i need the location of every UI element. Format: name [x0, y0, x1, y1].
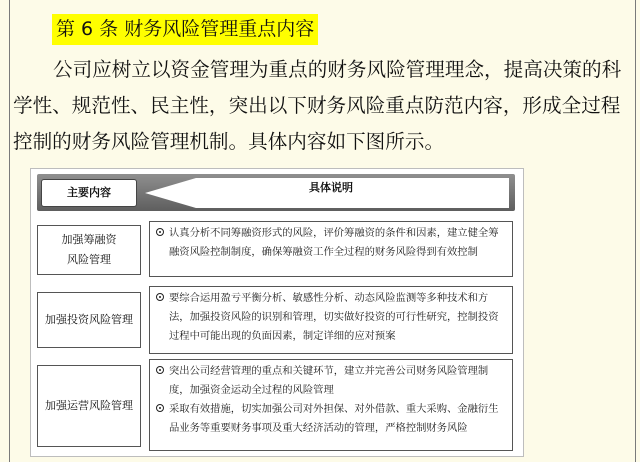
item-text: 采取有效措施，切实加强公司对外担保、对外借款、重大采购、金融衍生品业务等重要财务事项及重大经济活动的管理，严格控制财务风险	[169, 403, 499, 434]
list-item	[156, 224, 506, 262]
article-heading: 第 6 条 财务风险管理重点内容	[52, 14, 318, 45]
list-item	[156, 400, 506, 438]
list-item	[156, 289, 506, 346]
row-label-line: 风险管理	[67, 253, 111, 266]
page-border-left	[9, 0, 10, 462]
page-border-right	[635, 0, 636, 462]
content-diagram	[30, 168, 524, 457]
description-title: 具体说明	[309, 181, 353, 194]
bullet-icon	[156, 293, 164, 301]
paragraph-text: 公司应树立以资金管理为重点的财务风险管理理念，提高决策的科学性、规范性、民主性，突出以下财务风险重点防范内容，形成全过程控制的财务风险管理机制。具体内容如下图所示。	[13, 58, 622, 153]
bullet-icon	[156, 404, 164, 412]
row-label-line: 加强筹融资	[61, 233, 117, 246]
row-label-line: 加强投资风险管理	[45, 313, 133, 326]
item-text: 突出公司经营管理的重点和关键环节，建立并完善公司财务风险管理制度，加强资金运动全过程的风险管理	[169, 365, 489, 396]
diagram-header-bar	[37, 174, 515, 211]
bullet-icon	[156, 228, 164, 236]
item-text: 认真分析不同筹融资形式的风险，评价筹融资的条件和因素，建立健全筹融资风险控制制度，确保筹融资工作全过程的财务风险得到有效控制	[169, 227, 499, 258]
item-text: 要综合运用盈亏平衡分析、敏感性分析、动态风险监测等多种技术和方法，加强投资风险的识别和管理，切实做好投资的可行性研究，控制投资过程中可能出现的负面因素，制定详细的应对预案	[169, 292, 499, 342]
bullet-icon	[156, 366, 164, 374]
row-label	[37, 365, 141, 447]
row-description	[149, 359, 513, 451]
main-content-label: 主要内容	[41, 179, 137, 207]
row-label	[37, 292, 141, 348]
row-description	[149, 286, 513, 354]
body-paragraph	[13, 52, 635, 160]
row-label-line: 加强运营风险管理	[45, 399, 133, 412]
row-label	[37, 225, 141, 275]
row-description	[149, 221, 513, 277]
list-item	[156, 362, 506, 400]
